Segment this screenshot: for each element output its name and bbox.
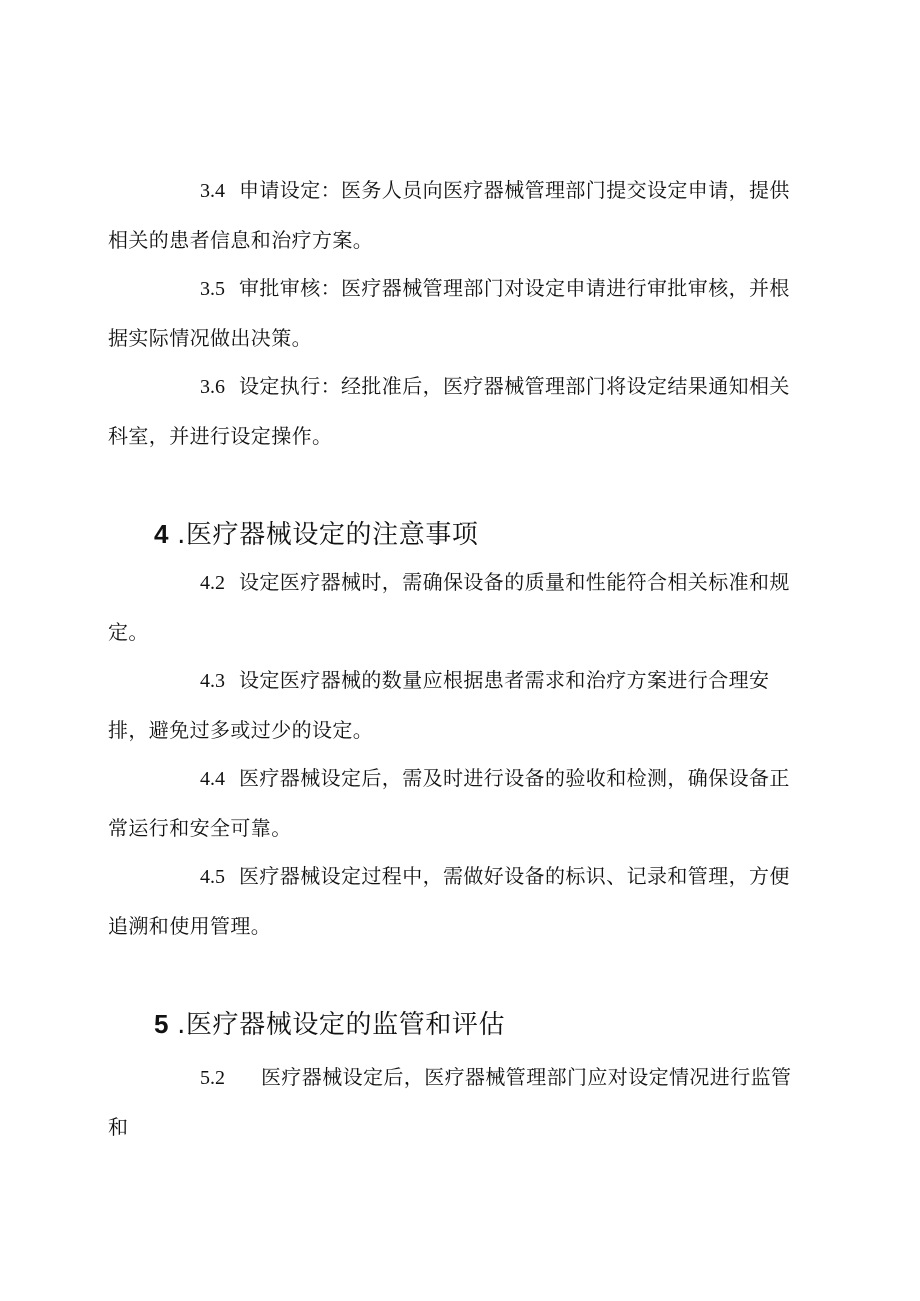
item-text: 申请设定：医务人员向医疗器械管理部门提交设定申请，提供相关的患者信息和治疗方案。 [108,178,790,252]
item-text: 医疗器械设定后，需及时进行设备的验收和检测，确保设备正常运行和安全可靠。 [108,766,790,840]
item-text: 设定执行：经批准后，医疗器械管理部门将设定结果通知相关科室，并进行设定操作。 [108,374,790,448]
heading-number: 4 [154,519,170,549]
paragraph-4-4 [108,754,808,853]
item-number: 4.4 [200,768,225,790]
item-number: 4.5 [200,866,225,888]
item-number: 5.2 [200,1067,225,1089]
item-number: 3.4 [200,180,225,202]
paragraph-4-2 [108,558,808,657]
heading-number: 5 [154,1009,170,1039]
heading-text: .医疗器械设定的注意事项 [177,520,479,550]
item-text: 审批审核：医疗器械管理部门对设定申请进行审批审核，并根据实际情况做出决策。 [108,276,790,350]
section-heading-4 [154,514,814,555]
paragraph-3-6 [108,362,808,461]
item-text: 医疗器械设定后，医疗器械管理部门应对设定情况进行监管和 [108,1065,792,1139]
item-number: 3.5 [200,278,225,300]
paragraph-3-4 [108,166,808,265]
item-text: 设定医疗器械时，需确保设备的质量和性能符合相关标准和规定。 [108,570,790,644]
paragraph-4-5 [108,852,808,951]
item-text: 设定医疗器械的数量应根据患者需求和治疗方案进行合理安排，避免过多或过少的设定。 [108,668,770,742]
item-number: 4.3 [200,670,225,692]
paragraph-4-3 [108,656,808,755]
item-text: 医疗器械设定过程中，需做好设备的标识、记录和管理，方便追溯和使用管理。 [108,864,790,938]
paragraph-5-2 [108,1053,808,1152]
item-number: 4.2 [200,572,225,594]
heading-text: .医疗器械设定的监管和评估 [177,1010,506,1040]
section-heading-5 [154,1004,814,1045]
item-number: 3.6 [200,376,225,398]
paragraph-3-5 [108,264,808,363]
